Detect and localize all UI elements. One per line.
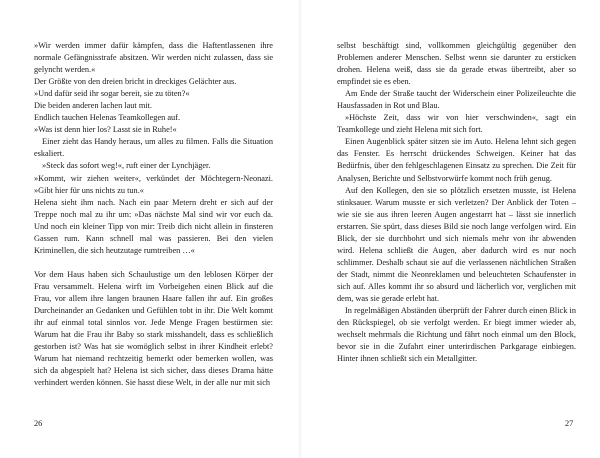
page-gutter xyxy=(298,0,302,458)
paragraph: Einer zieht das Handy heraus, um alles zu filmen. Falls die Situation eskaliert. xyxy=(34,137,273,159)
paragraph: Endlich tauchen Helenas Teamkollegen auf. xyxy=(34,113,181,123)
right-page-text xyxy=(337,40,576,365)
paragraph: »Was ist denn hier los? Lasst sie in Ruhe!« xyxy=(34,125,177,135)
page-number-right: 27 xyxy=(565,419,574,428)
paragraph: »Wir werden immer dafür kämpfen, dass die Haftentlassenen ihre normale Gefängnisstrafe absitzen. Wir werden nicht zulassen, dass sie gelyncht werden.« xyxy=(34,41,273,75)
paragraph: selbst beschäftigt sind, vollkommen gleichgültig gegenüber den Problemen anderer Menschen. Selbst wenn sie darunter zu ersticken drohen. Helena weiß, dass sie da gerade etwas übertreibt, aber so empfindet sie es eben. xyxy=(337,41,576,87)
paragraph: Der Größte von den dreien bricht in dreckiges Gelächter aus. xyxy=(34,77,237,87)
paragraph: Am Ende der Straße taucht der Widerschein einer Polizeileuchte die Hausfassaden in Rot und Blau. xyxy=(337,89,576,111)
left-page-text xyxy=(34,40,273,389)
paragraph: Die beiden anderen lachen laut mit. xyxy=(34,101,152,111)
paragraph: Auf den Kollegen, den sie so plötzlich ersetzen musste, ist Helena stinksauer. Warum musste er sich verletzen? Der Anblick der Toten – wie sie sie aus ihren leeren Augen angestarrt hat – lässt sie innerlich erstarren. Sie spürt, dass dieses Bild sie noch lange verfolgen wird. Ein Blick, der sie durchbohrt und sich niemals mehr von ihr abwenden wird. Helena schließt die Augen, aber dadurch wird es nur noch schlimmer. Deshalb schaut sie auf die verlassenen nächtlichen Straßen der Stadt, nimmt die Neonreklamen und beleuchteten Schaufenster in sich auf. Alles kommt ihr so absurd und lächerlich vor, verglichen mit dem, was sie gerade erlebt hat. xyxy=(337,185,576,303)
paragraph: Einen Augenblick später sitzen sie im Auto. Helena lehnt sich gegen das Fenster. Es herrscht drückendes Schweigen. Keiner hat das Bedürfnis, über den fehlgeschlagenen Einsatz zu sprechen. Die Zeit für Analysen, Berichte und Selbstvorwürfe kommt noch früh genug. xyxy=(337,137,576,183)
page-number-left: 26 xyxy=(34,419,43,428)
paragraph: In regelmäßigen Abständen überprüft der Fahrer durch einen Blick in den Rückspiegel, ob sie verfolgt werden. Er biegt immer wieder ab, wechselt mehrmals die Richtung und fährt noch einmal um den Block, bevor sie in die Zufahrt einer unterirdischen Parkgarage einbiegen. Hinter ihnen schließt sich ein Metallgitter. xyxy=(337,306,576,364)
paragraph: Helena sieht ihm nach. Nach ein paar Metern dreht er sich auf der Treppe noch mal zu ihr um: »Das nächste Mal sind wir vor euch da. Und noch ein kleiner Tipp von mir: Treib dich nicht allein in finsteren Gassen rum. Kann schnell mal was passieren. Bei den vielen Kriminellen, die sich heutzutage rumtreiben …« xyxy=(34,197,273,255)
paragraph: »Kommt, wir ziehen weiter«, verkündet der Möchtegern-Neonazi. »Gibt hier für uns nichts zu tun.« xyxy=(34,173,273,195)
paragraph: »Und dafür seid ihr sogar bereit, sie zu töten?« xyxy=(34,89,190,99)
paragraph: Vor dem Haus haben sich Schaulustige um den leblosen Körper der Frau versammelt. Helena wirft im Vorbeigehen einen Blick auf die Frau, vor allem ihre langen braunen Haare fallen ihr auf. Ein großes Durcheinander an Gedanken und Gefühlen tobt in ihr. Die Welt kommt ihr auf einmal total sinnlos vor. Jede Menge Fragen bestürmen sie: Warum hat die Frau ihr Baby so stark misshandelt, dass es schließlich gestorben ist? Was hat sie womöglich selbst in ihrer Kindheit erlebt? Warum hat niemand rechtzeitig bemerkt oder bemerken wollen, was sich da abgespielt hat? Helena ist sich sicher, dass dieses Drama hätte verhindert werden können. Sie hasst diese Welt, in der alle nur mit sich xyxy=(34,269,273,388)
paragraph: »Steck das sofort weg!«, ruft einer der Lynchjäger. xyxy=(42,161,211,171)
paragraph: »Höchste Zeit, dass wir von hier verschwinden«, sagt ein Teamkollege und zieht Helena mit sich fort. xyxy=(337,113,576,135)
